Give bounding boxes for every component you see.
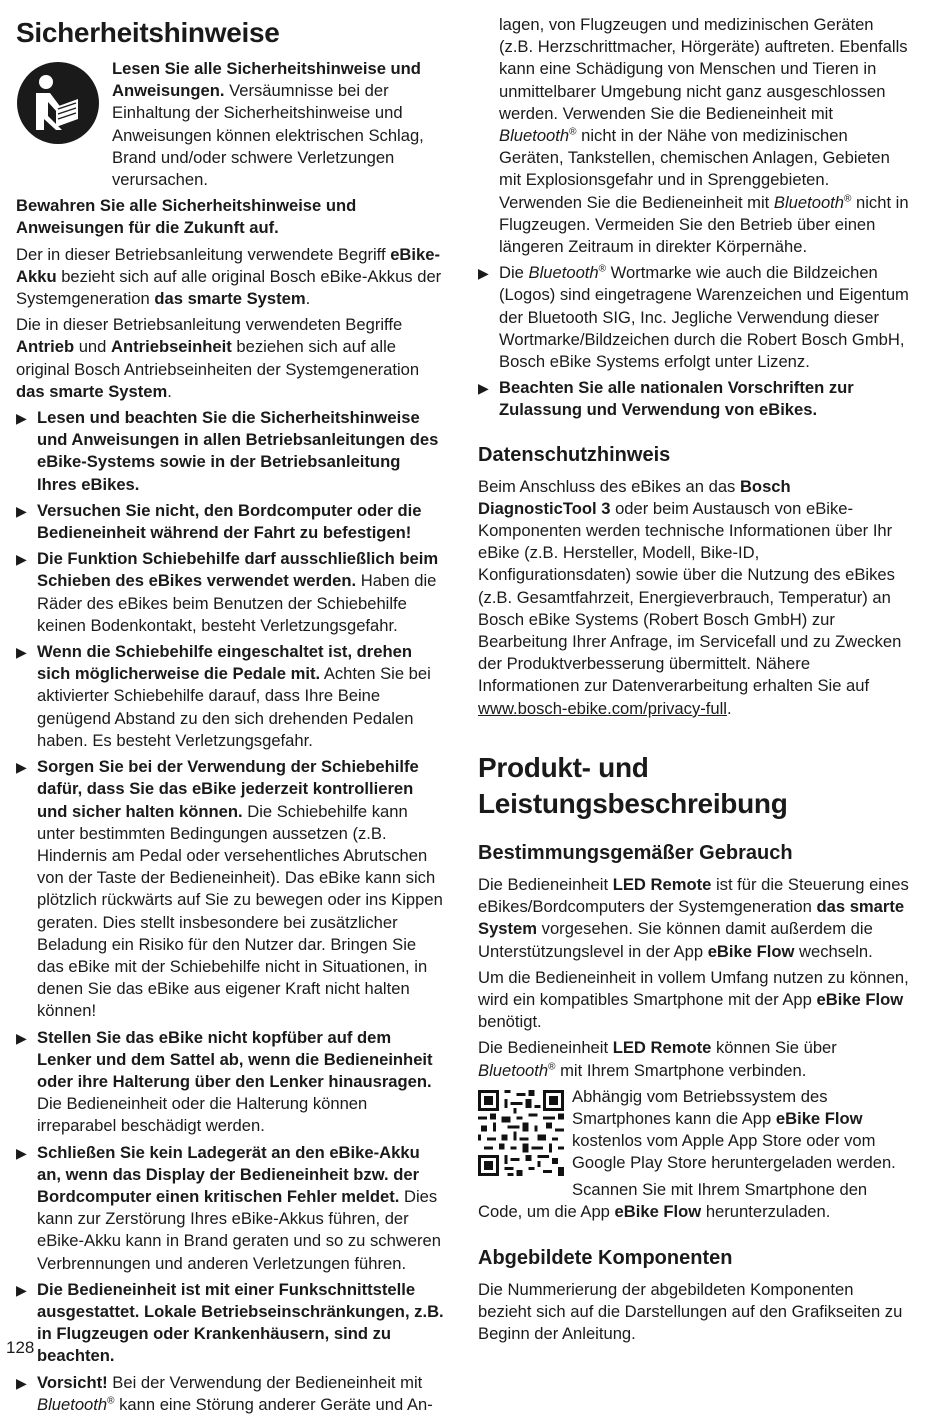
bullet-read-instructions: ▶ Lesen und beachten Sie die Sicherheitshinweise und Anweisungen in allen Betriebsanleitungen des eBike-Systems sowie in der Betriebsanleitung Ihres eBikes. — [16, 408, 439, 494]
privacy-link[interactable]: www.bosch-ebike.com/privacy-full — [478, 698, 727, 718]
paragraph-scan-code: Scannen Sie mit Ihrem Smartphone den Code, um die App eBike Flow herunterzuladen. — [478, 1179, 868, 1221]
keep-bold: Bewahren Sie alle Sicherheitshinweise und Anweisungen für die Zukunft auf. — [16, 196, 357, 238]
bullet-arrow-icon: ▶ — [478, 380, 489, 397]
paragraph-app-download: Abhängig vom Betriebssystem des Smartphones kann die App eBike Flow kostenlos vom Apple App Store oder vom Google Play Store heruntergeladen werden. — [572, 1086, 896, 1173]
paragraph-ebike-battery: Der in dieser Betriebsanleitung verwendete Begriff eBike-Akku bezieht sich auf alle original Bosch eBike-Akkus der Systemgeneration das smarte System. — [16, 244, 442, 309]
qr-block — [478, 1086, 910, 1175]
paragraph-components: Die Nummerierung der abgebildeten Komponenten bezieht sich auf die Darstellungen auf den Grafikseiten zu Beginn der Anleitung. — [478, 1279, 903, 1344]
bullet-continuation: lagen, von Flugzeugen und medizinischen Geräten (z.B. Herzschrittmacher, Hörgeräte) auftreten. Ebenfalls kann eine Schädigung von Menschen und Tieren in unmittelbarer Umgebung nicht ganz ausgeschlossen werden. Verwenden Sie die Bedieneinheit mit Bluetooth® nicht in der Nähe von medizinischen Geräten, Tankstellen, chemischen Anlagen, Gebieten mit Explosionsgefahr und in Sprenggebieten. Verwenden Sie die Bedieneinheit mit Bluetooth® nicht in Flugzeugen. Vermeiden Sie den Betrieb über einen längeren Zeitraum in direkter Körpernähe. — [499, 15, 909, 257]
paragraph-drive-unit: Die in dieser Betriebsanleitung verwendeten Begriffe Antrieb und Antriebseinheit beziehen sich auf alle original Bosch Antriebseinheiten der Systemgeneration das smarte System. — [16, 315, 420, 401]
bullet-arrow-icon: ▶ — [16, 502, 27, 519]
page-number: 128 — [6, 1338, 35, 1357]
heading-privacy: Datenschutzhinweis — [478, 443, 671, 466]
intro-bold: Lesen Sie alle Sicherheitshinweise und Anweisungen. — [112, 59, 421, 101]
bullet-arrow-icon: ▶ — [16, 1144, 27, 1161]
bullet-upside-down: ▶ Stellen Sie das eBike nicht kopfüber auf dem Lenker und dem Sattel ab, wenn die Bedieneinheit oder ihre Halterung über den Lenker hinausragen. Die Bedieneinheit oder die Halterung können irreparabel beschädigt werden. — [16, 1027, 433, 1136]
section-title-safety: Sicherheitshinweise — [16, 17, 280, 48]
paragraph-intended-use: Die Bedieneinheit LED Remote ist für die Steuerung eines eBikes/Bordcomputers der Systemgeneration das smarte System vorgesehen. Sie können damit außerdem die Unterstützungslevel in der App eBike Flow wechseln. — [478, 874, 909, 961]
bullet-no-charger: ▶ Schließen Sie kein Ladegerät an den eBike-Akku an, wenn das Display der Bedieneinheit bzw. der Bordcomputer einen kritischen Fehler meldet. Dies kann zur Zerstörung Ihres eBike-Akkus führen, der eBike-Akku kann in Brand geraten und so zu schweren Verbrennungen und anderen Verletzungen führen. — [16, 1142, 442, 1273]
paragraph-bluetooth-connect: Die Bedieneinheit LED Remote können Sie über Bluetooth® mit Ihrem Smartphone verbinden. — [478, 1038, 837, 1080]
bullet-arrow-icon: ▶ — [16, 644, 27, 661]
heading-intended-use: Bestimmungsgemäßer Gebrauch — [478, 841, 793, 864]
bullet-arrow-icon: ▶ — [478, 265, 489, 282]
bullet-bluetooth-trademark: ▶ Die Bluetooth® Wortmarke wie auch die Bildzeichen (Logos) sind eingetragene Warenzeichen und Eigentum der Bluetooth SIG, Inc. Jegliche Verwendung dieser Wortmarke/Bildzeichen durch die Robert Bosch GmbH, Bosch eBike Systems erfolgt unter Lizenz. — [478, 263, 909, 372]
intro-block — [16, 58, 444, 191]
intro-text — [112, 58, 444, 191]
bullet-national-regulations: ▶ Beachten Sie alle nationalen Vorschriften zur Zulassung und Verwendung von eBikes. — [478, 378, 854, 420]
paragraph-smartphone-required: Um die Bedieneinheit in vollem Umfang nutzen zu können, wird ein kompatibles Smartphone mit der App eBike Flow benötigt. — [478, 967, 909, 1032]
bullet-arrow-icon: ▶ — [16, 410, 27, 427]
bullet-radio-interface: ▶ Die Bedieneinheit ist mit einer Funkschnittstelle ausgestattet. Lokale Betriebseinschränkungen, z.B. in Flugzeugen oder Krankenhäusern, sind zu beachten. — [16, 1279, 444, 1366]
bullet-arrow-icon: ▶ — [16, 1374, 27, 1391]
bullet-push-assist-use: ▶ Die Funktion Schiebehilfe darf ausschließlich beim Schieben des eBikes verwendet werden. Haben die Räder des eBikes beim Benutzen der Schiebehilfe keinen Bodenkontakt, besteht Verletzungsgefahr. — [16, 549, 439, 635]
read-manual-icon — [16, 61, 100, 145]
bullet-arrow-icon: ▶ — [16, 1029, 27, 1046]
bullet-pedals-rotate: ▶ Wenn die Schiebehilfe eingeschaltet ist, drehen sich möglicherweise die Pedale mit. Achten Sie bei aktivierter Schiebehilfe darauf, dass Ihre Beine genügend Abstand zu den sich drehenden Pedalen haben. Es besteht Verletzungsgefahr. — [16, 642, 431, 750]
bullet-arrow-icon: ▶ — [16, 759, 27, 776]
heading-components: Abgebildete Komponenten — [478, 1246, 733, 1269]
intro-rest: Versäumnisse bei der Einhaltung der Sicherheitshinweise und Anweisungen können elektrischen Schlag, Brand und/oder schwere Verletzungen verursachen. — [112, 81, 424, 190]
bullet-control-ebike: ▶ Sorgen Sie bei der Verwendung der Schiebehilfe dafür, dass Sie das eBike jederzeit kontrollieren und sicher halten können. Die Schiebehilfe kann unter bestimmten Bedingungen aussetzen (z.B. Hindernis am Pedal oder versehentliches Abrutschen von der Taste der Bedieneinheit). Das eBike kann sich plötzlich rückwärts auf Sie zu bewegen oder ins Kippen geraten. Dies stellt insbesondere bei zusätzlicher Beladung ein Risiko für den Nutzer dar. Bringen Sie das eBike mit der Schiebehilfe nicht in Situationen, in denen Sie das eBike aus eigener Kraft nicht halten können! — [16, 757, 443, 1021]
bullet-arrow-icon: ▶ — [16, 1281, 27, 1298]
paragraph-privacy: Beim Anschluss des eBikes an das Bosch DiagnosticTool 3 oder beim Austausch von eBike-Komponenten werden technische Informationen über Ihr eBike (z.B. Hersteller, Modell, Bike-ID, Konfigurationsdaten) sowie über die Nutzung des eBikes (z.B. Gesamtfahrzeit, Energieverbrauch, Temperatur) an Bosch eBike Systems (Robert Bosch GmbH) zur Bearbeitung Ihrer Anfrage, im Servicefall und zu Zwecken der Produktverbesserung übermittelt. Nähere Informationen zur Datenverarbeitung erhalten Sie auf www.bosch-ebike.com/privacy-full. — [478, 476, 902, 718]
bullet-mount-while-riding: ▶ Versuchen Sie nicht, den Bordcomputer oder die Bedieneinheit während der Fahrt zu befestigen! — [16, 500, 422, 543]
bullet-caution-bluetooth: ▶ Vorsicht! Bei der Verwendung der Bedieneinheit mit Bluetooth® kann eine Störung anderer Geräte und An- — [16, 1372, 433, 1414]
left-column — [16, 14, 444, 1420]
qr-code-icon[interactable] — [478, 1090, 564, 1176]
heading-product-description: Produkt- und Leistungsbeschreibung — [478, 751, 788, 819]
bullet-arrow-icon: ▶ — [16, 551, 27, 568]
right-column — [478, 12, 910, 1350]
keep-instructions — [16, 195, 444, 239]
